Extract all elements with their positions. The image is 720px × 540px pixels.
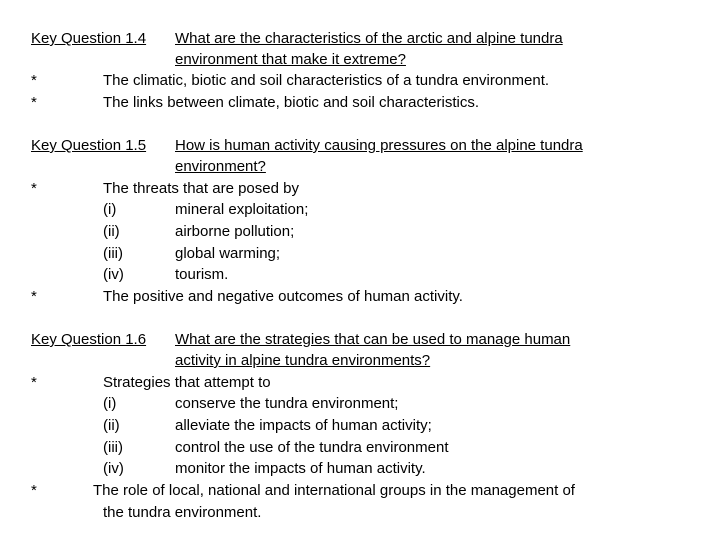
list-item-text: tourism. xyxy=(175,266,229,283)
key-question-1-4-title-line1: What are the characteristics of the arctic and alpine tundra xyxy=(175,30,563,47)
list-item-number: (i) xyxy=(103,395,117,412)
bullet-marker: * xyxy=(31,482,37,499)
list-item-text: monitor the impacts of human activity. xyxy=(175,460,426,477)
bullet-marker: * xyxy=(31,288,37,305)
list-item-text: control the use of the tundra environment xyxy=(175,439,449,456)
list-item-number: (iv) xyxy=(103,460,124,477)
key-question-1-6-title-line1: What are the strategies that can be used to manage human xyxy=(175,331,571,348)
bullet-marker: * xyxy=(31,180,37,197)
bullet-marker: * xyxy=(31,72,37,89)
bullet-text: The threats that are posed by xyxy=(103,180,299,197)
key-question-1-6-label: Key Question 1.6 xyxy=(31,331,147,348)
key-question-1-6-title-line2: activity in alpine tundra environments? xyxy=(175,352,431,369)
bullet-text-line2: the tundra environment. xyxy=(103,504,262,521)
list-item-text: global warming; xyxy=(175,245,281,262)
key-question-1-5-title-line1: How is human activity causing pressures on the alpine tundra xyxy=(175,137,583,154)
key-question-1-4-title-line2: environment that make it extreme? xyxy=(175,51,406,68)
list-item-number: (iii) xyxy=(103,439,123,456)
bullet-text: The links between climate, biotic and soil characteristics. xyxy=(103,94,479,111)
bullet-text-line1: The role of local, national and international groups in the management of xyxy=(93,482,575,499)
bullet-text: Strategies that attempt to xyxy=(103,374,271,391)
bullet-marker: * xyxy=(31,94,37,111)
bullet-text: The positive and negative outcomes of human activity. xyxy=(103,288,463,305)
list-item-text: mineral exploitation; xyxy=(175,201,309,218)
key-question-1-4-label: Key Question 1.4 xyxy=(31,30,147,47)
key-question-1-5-label: Key Question 1.5 xyxy=(31,137,147,154)
list-item-number: (ii) xyxy=(103,223,120,240)
list-item-text: conserve the tundra environment; xyxy=(175,395,399,412)
list-item-number: (iv) xyxy=(103,266,124,283)
list-item-number: (ii) xyxy=(103,417,120,434)
key-question-1-5-title-line2: environment? xyxy=(175,158,266,175)
list-item-text: airborne pollution; xyxy=(175,223,295,240)
bullet-marker: * xyxy=(31,374,37,391)
list-item-number: (i) xyxy=(103,201,117,218)
list-item-number: (iii) xyxy=(103,245,123,262)
list-item-text: alleviate the impacts of human activity; xyxy=(175,417,432,434)
bullet-text: The climatic, biotic and soil characteristics of a tundra environment. xyxy=(103,72,550,89)
